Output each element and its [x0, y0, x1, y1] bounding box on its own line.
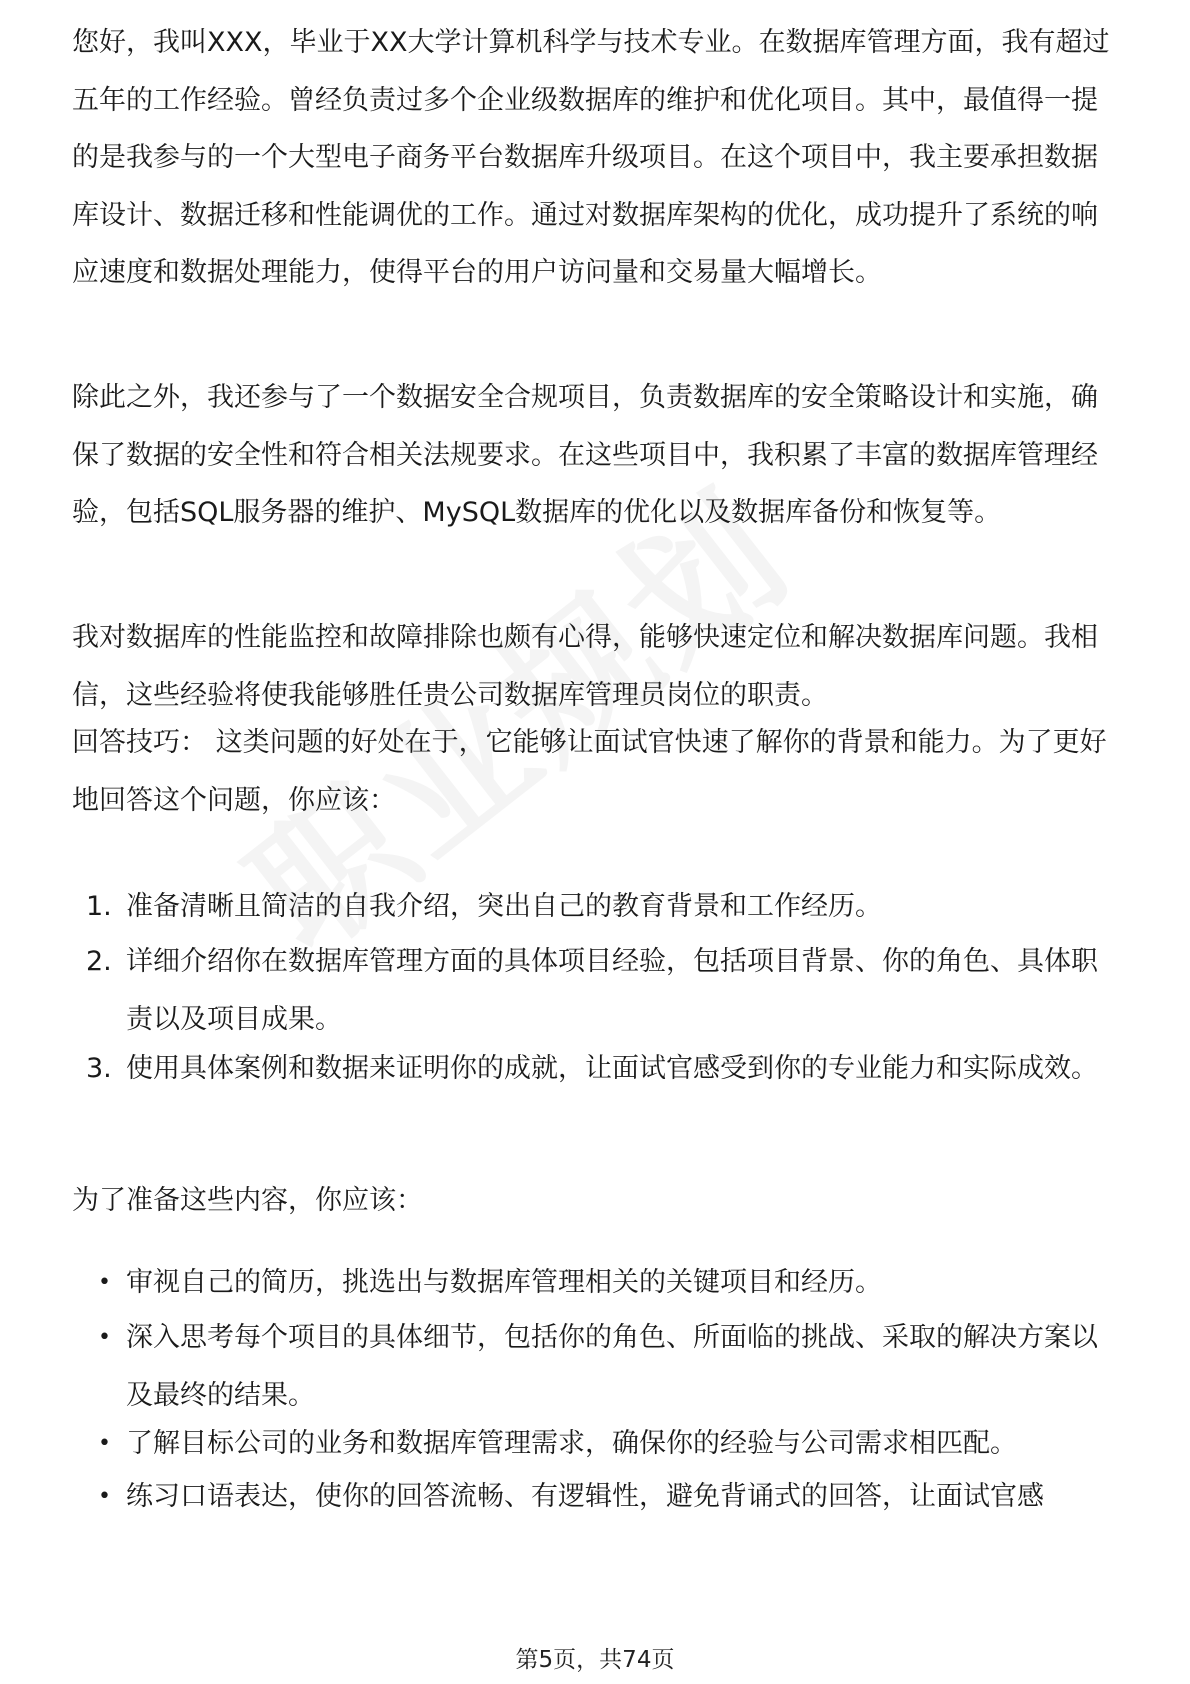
paragraph-compliance: 除此之外，我还参与了一个数据安全合规项目，负责数据库的安全策略设计和实施，确保了数据的安全性和符合相关法规要求。在这些项目中，我积累了丰富的数据库管理经验，包括SQL服务器的维护、MySQL数据库的优化以及数据库备份和恢复等。	[72, 382, 1098, 528]
list-marker: 1.	[86, 891, 112, 922]
bullet-icon: •	[98, 1431, 111, 1456]
paragraph-monitoring: 我对数据库的性能监控和故障排除也颇有心得，能够快速定位和解决数据库问题。我相信，这些经验将使我能够胜任贵公司数据库管理员岗位的职责。	[72, 622, 1098, 711]
list-item-text: 详细介绍你在数据库管理方面的具体项目经验，包括项目背景、你的角色、具体职责以及项目成果。	[126, 946, 1098, 1035]
list-item-text: 练习口语表达，使你的回答流畅、有逻辑性，避免背诵式的回答，让面试官感	[126, 1481, 1044, 1512]
bullet-list-item	[72, 1468, 1122, 1526]
list-item-text: 审视自己的简历，挑选出与数据库管理相关的关键项目和经历。	[126, 1267, 882, 1298]
ordered-list-item	[72, 878, 1122, 936]
bullet-list-item	[72, 1254, 1122, 1312]
list-item-text: 深入思考每个项目的具体细节，包括你的角色、所面临的挑战、采取的解决方案以及最终的结果。	[126, 1322, 1098, 1411]
list-item-text: 了解目标公司的业务和数据库管理需求，确保你的经验与公司需求相匹配。	[126, 1428, 1017, 1459]
list-marker: 2.	[86, 946, 112, 977]
list-marker: 3.	[86, 1053, 112, 1084]
paragraph-answer-tips: 回答技巧： 这类问题的好处在于，它能够让面试官快速了解你的背景和能力。为了更好地回答这个问题，你应该：	[72, 727, 1107, 816]
paragraph-preparation: 为了准备这些内容，你应该：	[72, 1185, 423, 1216]
page-number-footer: 第5页，共74页	[515, 1647, 675, 1673]
bullet-icon: •	[98, 1484, 111, 1509]
ordered-list-item	[72, 1040, 1122, 1098]
ordered-list-item	[72, 933, 1122, 1048]
bullet-list-item	[72, 1415, 1122, 1473]
bullet-icon: •	[98, 1325, 111, 1350]
paragraph-experience: 您好，我叫XXX，毕业于XX大学计算机科学与技术专业。在数据库管理方面，我有超过五年的工作经验。曾经负责过多个企业级数据库的维护和优化项目。其中，最值得一提的是我参与的一个大型电子商务平台数据库升级项目。在这个项目中，我主要承担数据库设计、数据迁移和性能调优的工作。通过对数据库架构的优化，成功提升了系统的响应速度和数据处理能力，使得平台的用户访问量和交易量大幅增长。	[72, 27, 1110, 288]
list-item-text: 准备清晰且简洁的自我介绍，突出自己的教育背景和工作经历。	[126, 891, 882, 922]
list-item-text: 使用具体案例和数据来证明你的成就，让面试官感受到你的专业能力和实际成效。	[126, 1053, 1098, 1084]
bullet-icon: •	[98, 1270, 111, 1295]
bullet-list-item	[72, 1309, 1122, 1424]
